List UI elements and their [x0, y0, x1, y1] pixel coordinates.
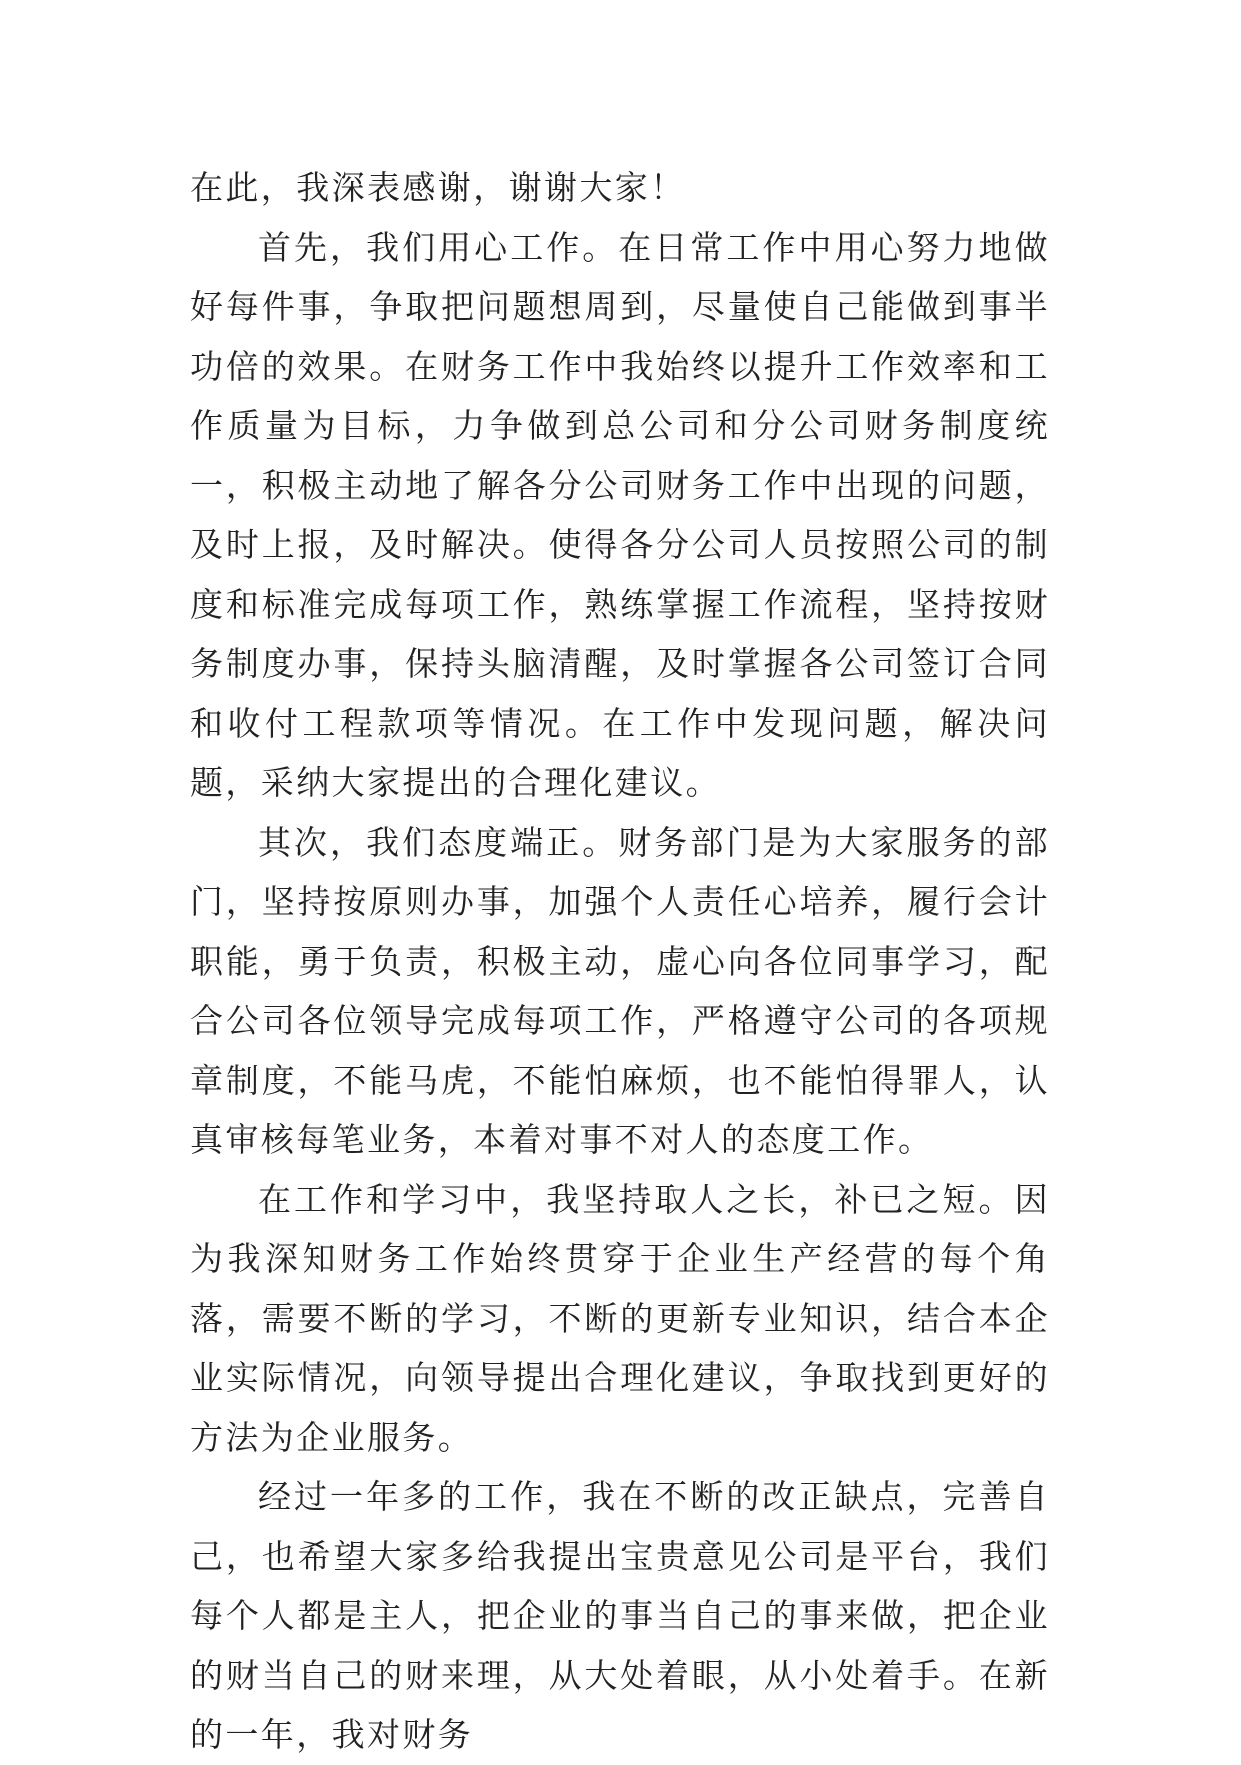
paragraph-learning: 在工作和学习中，我坚持取人之长，补已之短。因为我深知财务工作始终贯穿于企业生产经营的每个角落，需要不断的学习，不断的更新专业知识，结合本企业实际情况，向领导提出合理化建议，争取找到更好的方法为企业服务。: [190, 1179, 1050, 1457]
paragraph-attitude: 其次，我们态度端正。财务部门是为大家服务的部门，坚持按原则办事，加强个人责任心培养，履行会计职能，勇于负责，积极主动，虚心向各位同事学习，配合公司各位领导完成每项工作，严格遵守公司的各项规章制度，不能马虎，不能怕麻烦，也不能怕得罪人，认真审核每笔业务，本着对事不对人的态度工作。: [190, 822, 1050, 1159]
paragraph-closing-thanks: 在此，我深表感谢，谢谢大家！: [190, 168, 686, 207]
paragraph-new-year: 经过一年多的工作，我在不断的改正缺点，完善自己，也希望大家多给我提出宝贵意见公司是平台，我们每个人都是主人，把企业的事当自己的事来做，把企业的财当自己的财来理，从大处着眼，从小处着手。在新的一年，我对财务: [190, 1477, 1050, 1754]
document-body: [190, 158, 1050, 1765]
paragraph-work-attentively: 首先，我们用心工作。在日常工作中用心努力地做好每件事，争取把问题想周到，尽量使自己能做到事半功倍的效果。在财务工作中我始终以提升工作效率和工作质量为目标，力争做到总公司和分公司财务制度统一，积极主动地了解各分公司财务工作中出现的问题，及时上报，及时解决。使得各分公司人员按照公司的制度和标准完成每项工作，熟练掌握工作流程，坚持按财务制度办事，保持头脑清醒，及时掌握各公司签订合同和收付工程款项等情况。在工作中发现问题，解决问题，采纳大家提出的合理化建议。: [190, 227, 1050, 802]
